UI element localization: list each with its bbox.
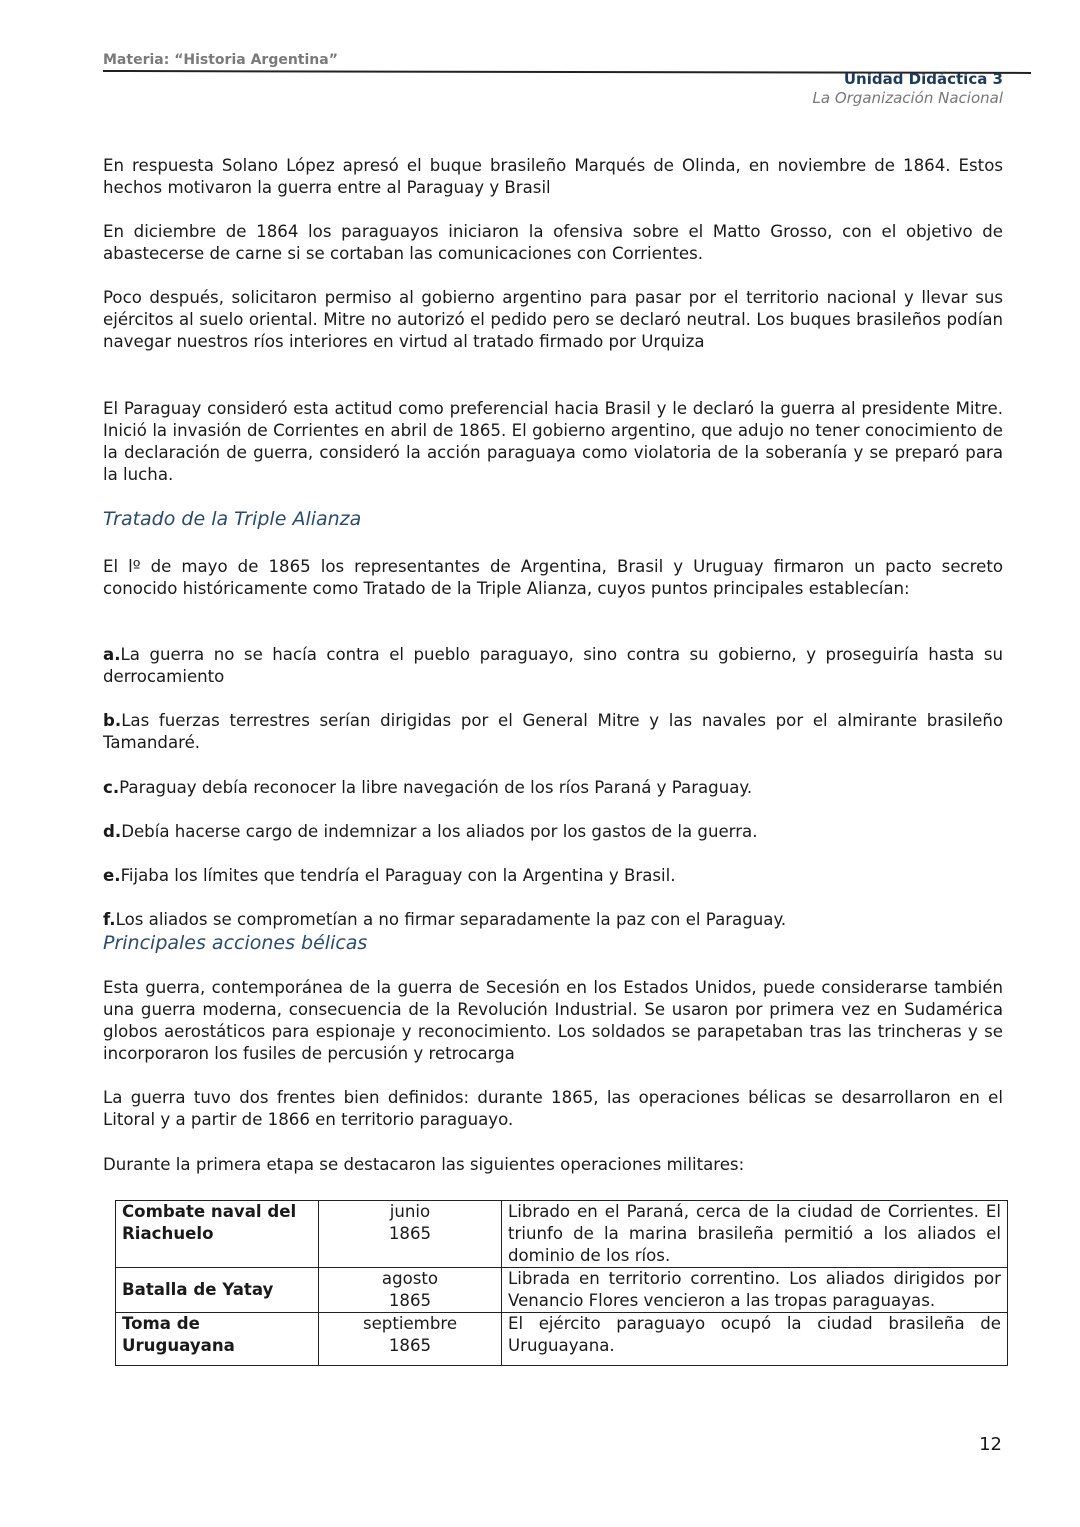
point-text: Fijaba los límites que tendría el Paraguay con la Argentina y Brasil. [120, 866, 676, 885]
page-number: 12 [979, 1434, 1002, 1455]
operation-name: Combate naval del Riachuelo [116, 1201, 319, 1268]
operation-name: Batalla de Yatay [116, 1268, 319, 1313]
operation-name: Toma de Uruguayana [116, 1313, 319, 1366]
paragraph: El lº de mayo de 1865 los representantes de Argentina, Brasil y Uruguay firmaron un pacto secreto conocido históricamente como Tratado de la Triple Alianza, cuyos puntos principales establecían: [103, 557, 1003, 598]
treaty-point [103, 865, 1003, 887]
paragraph: En respuesta Solano López apresó el buque brasileño Marqués de Olinda, en noviembre de 1864. Estos hechos motivaron la guerra entre al Paraguay y Brasil [103, 156, 1003, 197]
paragraph: En diciembre de 1864 los paraguayos iniciaron la ofensiva sobre el Matto Grosso, con el objetivo de abastecerse de carne si se cortaban las comunicaciones con Corrientes. [103, 222, 1003, 263]
section-heading: Principales acciones bélicas [103, 932, 368, 954]
section-heading: Tratado de la Triple Alianza [103, 508, 362, 530]
treaty-point [103, 644, 1003, 688]
point-letter: c. [103, 778, 120, 797]
paragraph: La guerra tuvo dos frentes bien definidos: durante 1865, las operaciones bélicas se desarrollaron en el Litoral y a partir de 1866 en territorio paraguayo. [103, 1088, 1003, 1129]
operation-date [319, 1268, 502, 1313]
point-letter: e. [103, 866, 121, 885]
year: 1865 [388, 1291, 432, 1310]
point-text: La guerra no se hacía contra el pueblo paraguayo, sino contra su gobierno, y proseguiría hasta su derrocamiento [103, 645, 1003, 686]
header-unit-title: La Organización Nacional [812, 89, 1003, 107]
table-row [116, 1313, 1008, 1366]
treaty-point [103, 821, 1003, 843]
operation-date [319, 1201, 502, 1268]
operation-date [319, 1313, 502, 1366]
military-operations-table [115, 1200, 1008, 1366]
table-row [116, 1201, 1008, 1268]
point-letter: f. [103, 910, 116, 929]
paragraph: El Paraguay consideró esta actitud como preferencial hacia Brasil y le declaró la guerra al presidente Mitre. Inició la invasión de Corrientes en abril de 1865. El gobierno argentino, que adujo no tener conocimiento de la declaración de guerra, consideró la acción paraguaya como violatoria de la soberanía y se preparó para la lucha. [103, 399, 1003, 484]
header-subject: Materia: “Historia Argentina” [103, 52, 338, 68]
paragraph: Durante la primera etapa se destacaron las siguientes operaciones militares: [103, 1155, 745, 1174]
treaty-point [103, 777, 1003, 799]
point-text: Debía hacerse cargo de indemnizar a los aliados por los gastos de la guerra. [121, 822, 758, 841]
point-letter: a. [103, 645, 121, 664]
point-text: Paraguay debía reconocer la libre navegación de los ríos Paraná y Paraguay. [119, 778, 753, 797]
operation-description: Librado en el Paraná, cerca de la ciudad de Corrientes. El triunfo de la marina brasileña permitió a los aliados el dominio de los ríos. [502, 1201, 1008, 1268]
paragraph: Esta guerra, contemporánea de la guerra de Secesión en los Estados Unidos, puede considerarse también una guerra moderna, consecuencia de la Revolución Industrial. Se usaron por primera vez en Sudamérica globos aerostáticos para espionaje y reconocimiento. Los soldados se parapetaban tras las trincheras y se incorporaron los fusiles de percusión y retrocarga [103, 978, 1003, 1063]
point-text: Las fuerzas terrestres serían dirigidas por el General Mitre y las navales por el almirante brasileño Tamandaré. [103, 711, 1003, 752]
year: 1865 [388, 1336, 432, 1355]
operation-description: El ejército paraguayo ocupó la ciudad brasileña de Uruguayana. [502, 1313, 1008, 1366]
paragraph: Poco después, solicitaron permiso al gobierno argentino para pasar por el territorio nacional y llevar sus ejércitos al suelo oriental. Mitre no autorizó el pedido pero se declaró neutral. Los buques brasileños podían navegar nuestros ríos interiores en virtud al tratado firmado por Urquiza [103, 288, 1003, 351]
month: agosto [381, 1269, 439, 1288]
treaty-point [103, 710, 1003, 754]
table-row [116, 1268, 1008, 1313]
operation-description: Librada en territorio correntino. Los aliados dirigidos por Venancio Flores vencieron a las tropas paraguayas. [502, 1268, 1008, 1313]
month: septiembre [362, 1314, 458, 1333]
point-letter: d. [103, 822, 122, 841]
year: 1865 [388, 1224, 432, 1243]
point-letter: b. [103, 711, 122, 730]
point-text: Los aliados se comprometían a no firmar separadamente la paz con el Paraguay. [115, 910, 787, 929]
month: junio [389, 1202, 431, 1221]
header-unit: Unidad Didáctica 3 [843, 70, 1003, 88]
treaty-point [103, 909, 1003, 931]
